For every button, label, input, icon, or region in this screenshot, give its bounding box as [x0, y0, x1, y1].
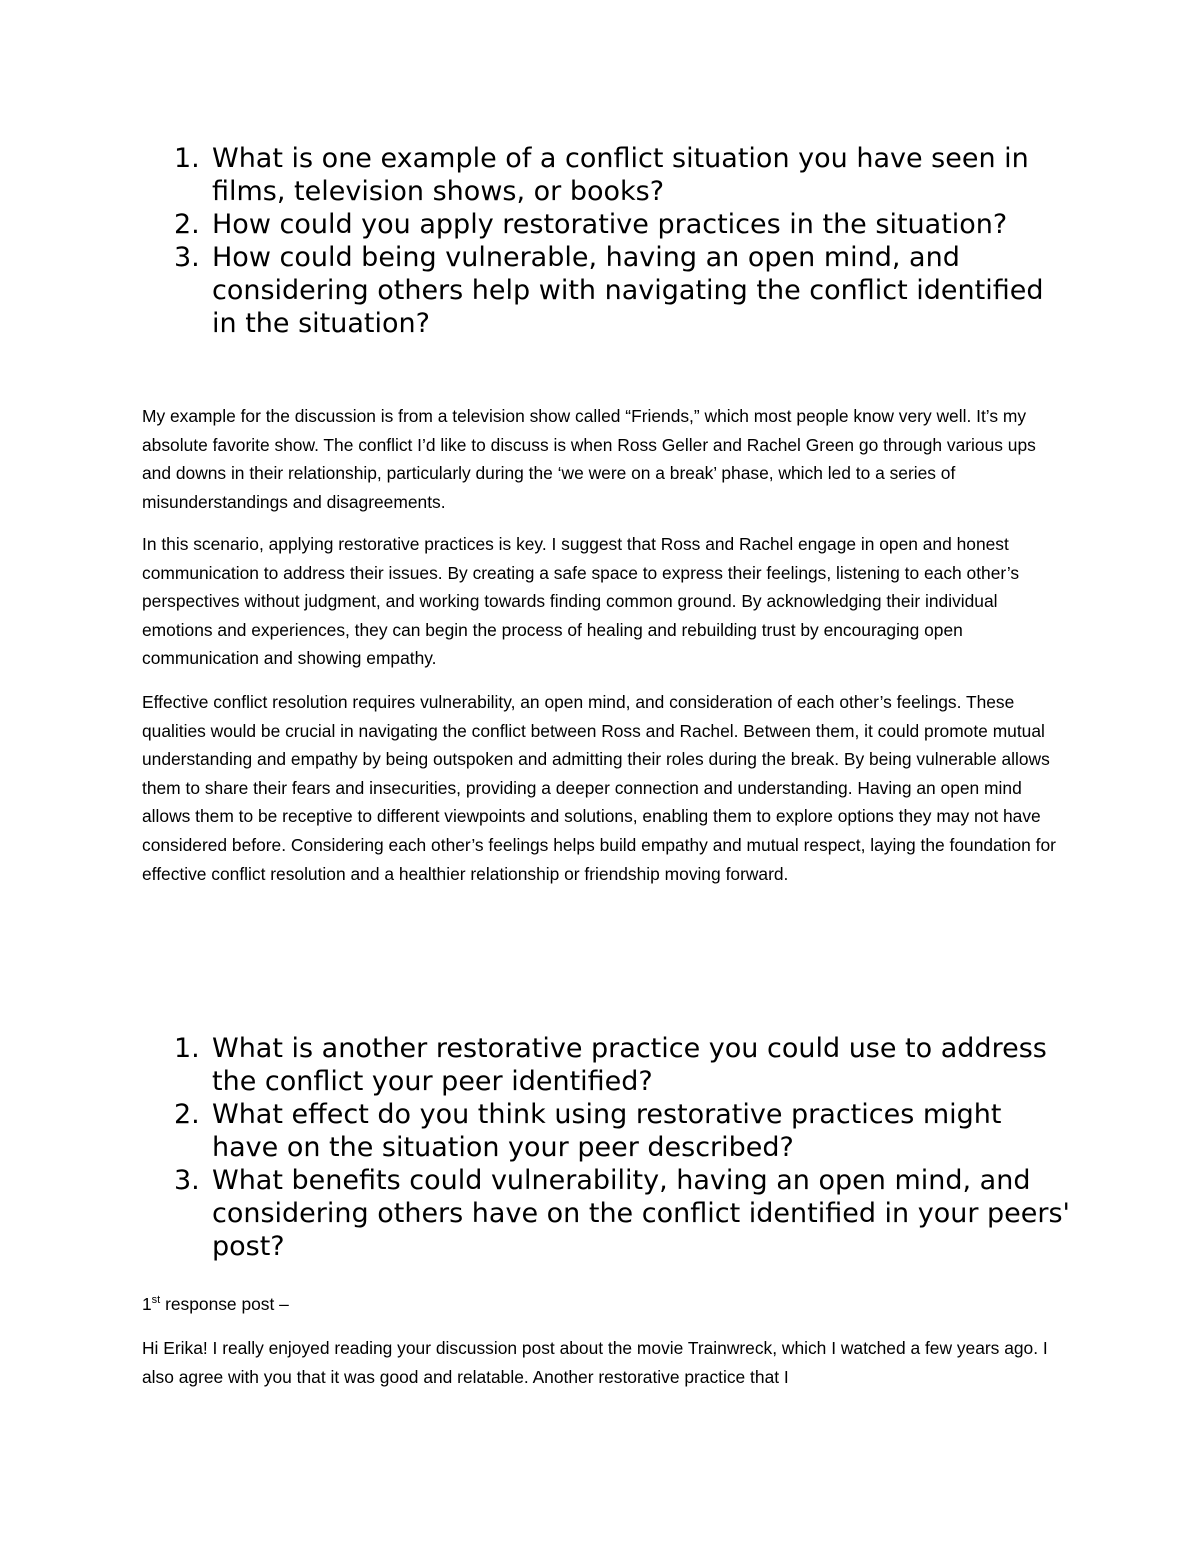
initial-questions-list — [170, 142, 1070, 340]
paragraph-restorative-practices: In this scenario, applying restorative practices is key. I suggest that Ross and Rachel engage in open and honest communication to address their issues. By creating a safe space to express their feelings, listening to each other’s perspectives without judgment, and working towards finding common ground. By acknowledging their individual emotions and experiences, they can begin the process of healing and rebuilding trust by encouraging open communication and showing empathy. — [142, 534, 1020, 669]
question-text: What is one example of a conflict situation you have seen in films, television shows, or books? — [212, 143, 1029, 207]
question-text: What is another restorative practice you could use to address the conflict your peer identified? — [212, 1033, 1047, 1097]
list-item — [170, 1032, 1070, 1098]
response-post-body: Hi Erika! I really enjoyed reading your discussion post about the movie Trainwreck, which I watched a few years ago. I also agree with you that it was good and relatable. Another restorative practice that I — [142, 1338, 1048, 1387]
list-item — [170, 1098, 1070, 1164]
question-text: What benefits could vulnerability, having an open mind, and considering others have on the conflict identified in your peers' post? — [212, 1165, 1070, 1262]
list-number: 2. — [174, 1099, 200, 1130]
question-text: How could you apply restorative practices in the situation? — [212, 209, 1008, 240]
paragraph-example: My example for the discussion is from a television show called “Friends,” which most people know very well. It’s my absolute favorite show. The conflict I’d like to discuss is when Ross Geller and Rachel Green go through various ups and downs in their relationship, particularly during the ‘we were on a break’ phase, which led to a series of misunderstandings and disagreements. — [142, 406, 1036, 512]
response-post-heading — [142, 1290, 1062, 1319]
list-number: 3. — [174, 242, 200, 273]
question-text: How could being vulnerable, having an open mind, and considering others help with navigating the conflict identified in the situation? — [212, 242, 1044, 339]
list-item — [170, 208, 1070, 241]
list-number: 2. — [174, 209, 200, 240]
question-text: What effect do you think using restorative practices might have on the situation your peer described? — [212, 1099, 1002, 1163]
response-questions-list — [170, 1032, 1070, 1263]
list-number: 1. — [174, 143, 200, 174]
heading-ordinal-suffix: st — [151, 1294, 161, 1306]
list-number: 3. — [174, 1165, 200, 1196]
paragraph-conflict-resolution: Effective conflict resolution requires vulnerability, an open mind, and consideration of each other’s feelings. These qualities would be crucial in navigating the conflict between Ross and Rachel. Between them, it could promote mutual understanding and empathy by being outspoken and admitting their roles during the break. By being vulnerable allows them to share their fears and insecurities, providing a deeper connection and understanding. Having an open mind allows them to be receptive to different viewpoints and solutions, enabling them to explore options they may not have considered before. Considering each other’s feelings helps build empathy and mutual respect, laying the foundation for effective conflict resolution and a healthier relationship or friendship moving forward. — [142, 692, 1056, 884]
list-number: 1. — [174, 1033, 200, 1064]
list-item — [170, 142, 1070, 208]
heading-ordinal: 1 — [142, 1294, 152, 1314]
list-item — [170, 241, 1070, 340]
list-item — [170, 1164, 1070, 1263]
heading-text: response post – — [160, 1294, 289, 1314]
